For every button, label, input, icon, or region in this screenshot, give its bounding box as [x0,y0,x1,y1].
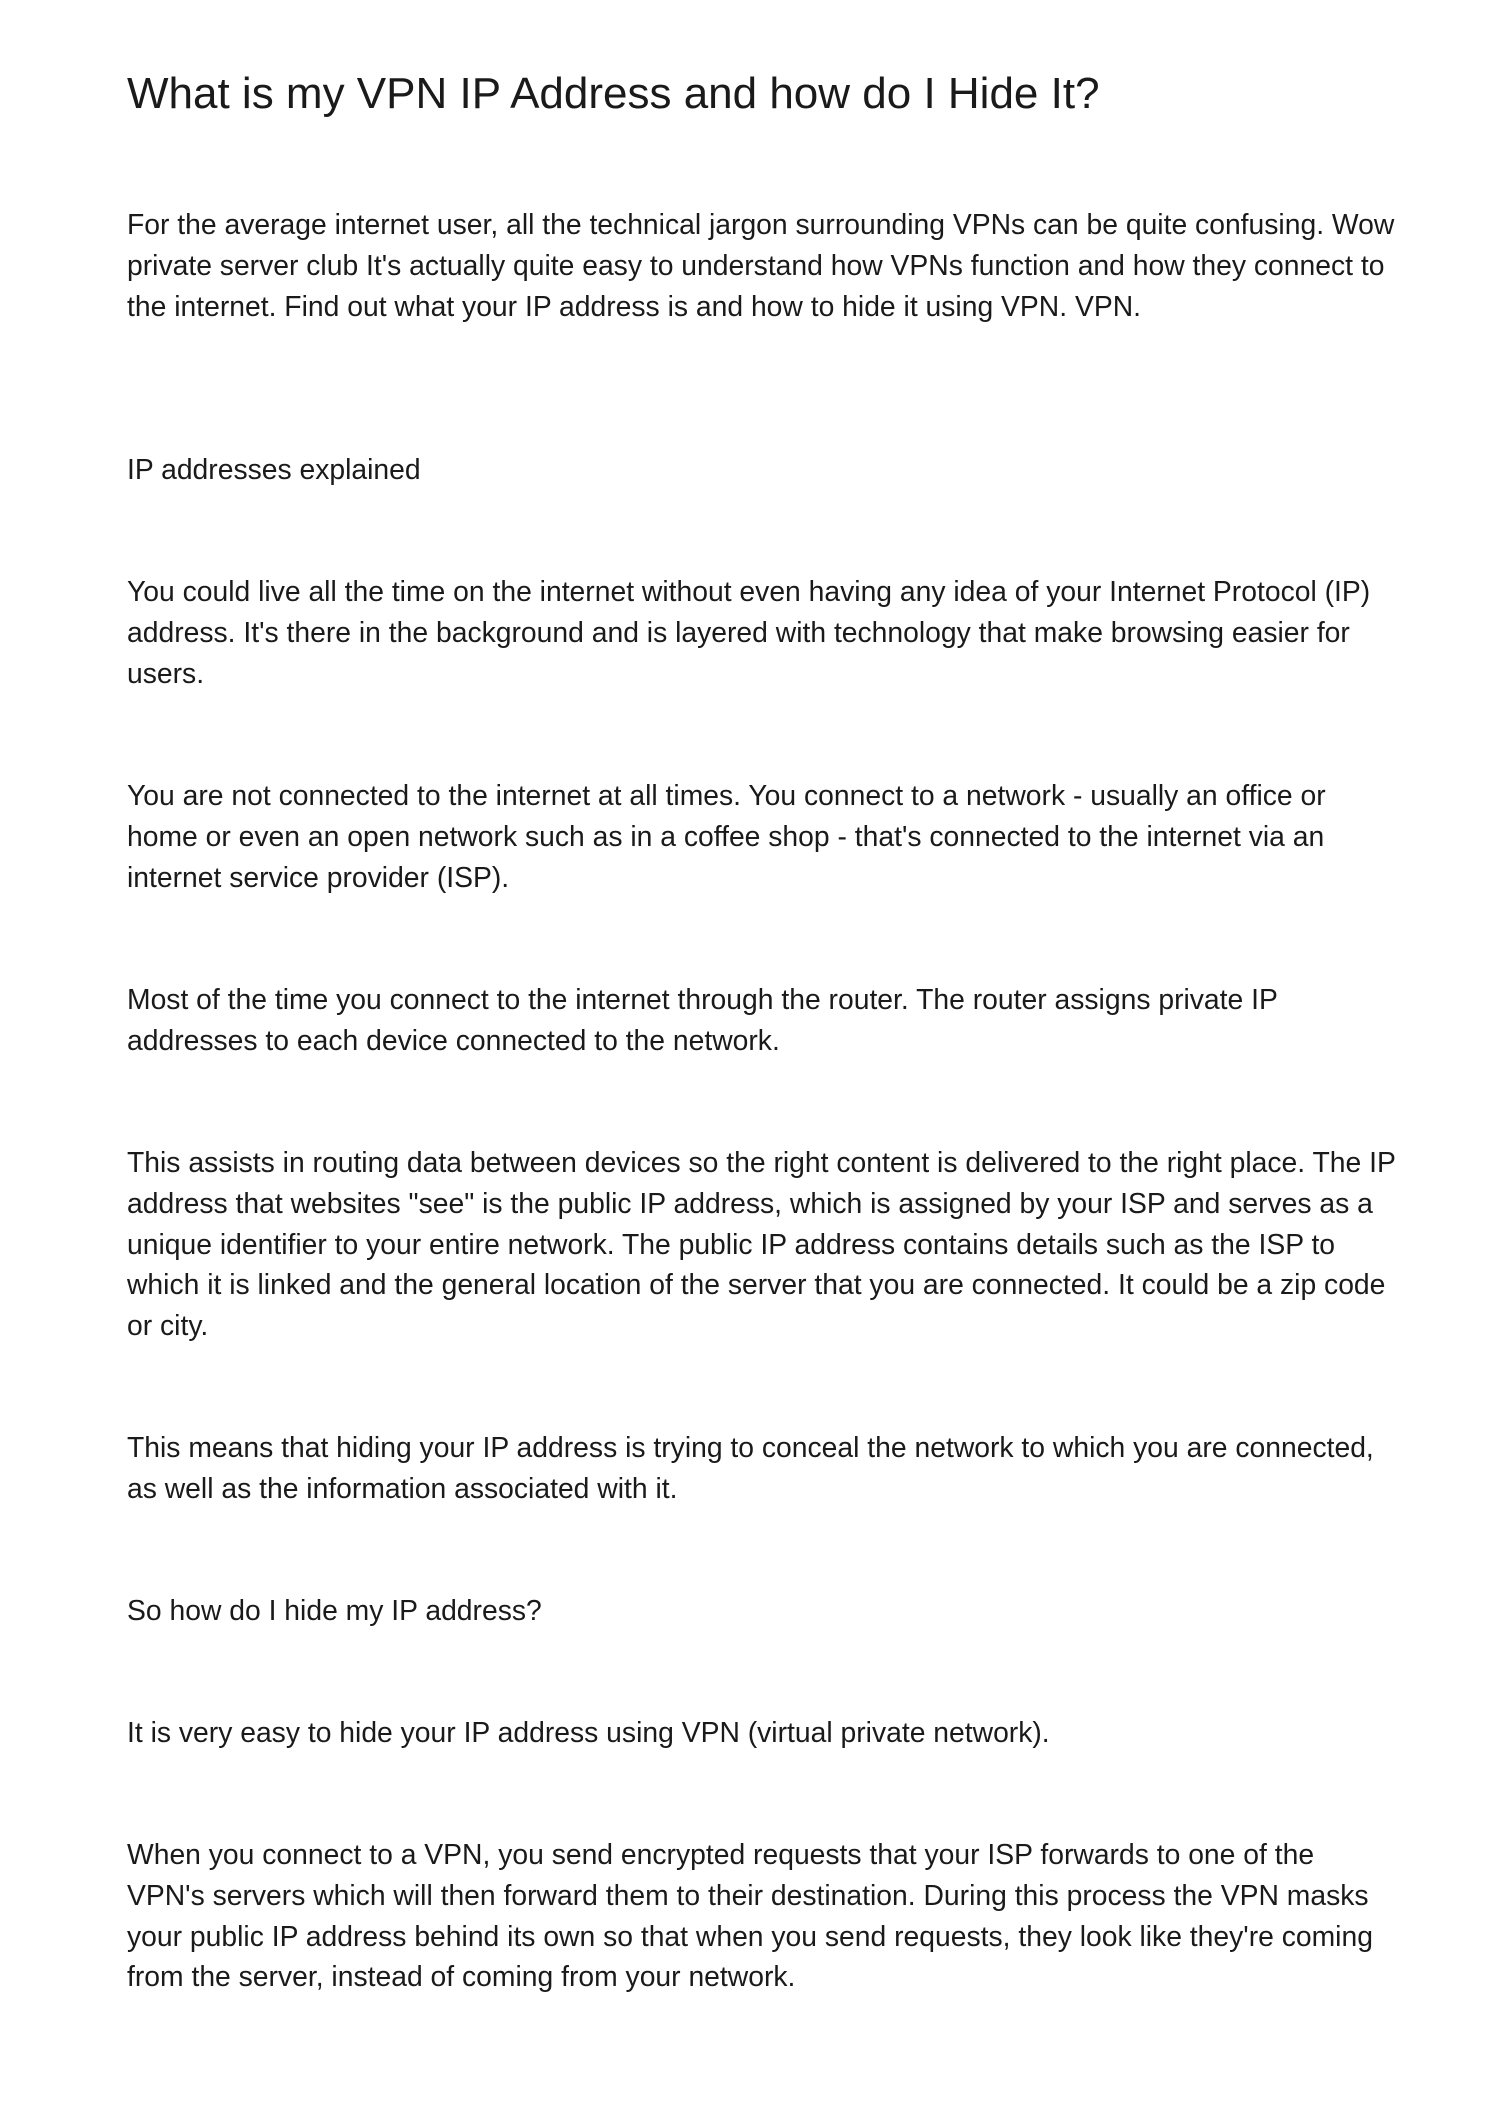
paragraph-public-ip: This assists in routing data between devices so the right content is delivered to the right place. The IP address that websites "see" is the public IP address, which is assigned by your ISP and serves as a unique identifier to your entire network. The public IP address contains details such as the ISP to which it is linked and the general location of the server that you are connected. It could be a zip code or city. [127,1146,1396,1342]
paragraph-ip-background: You could live all the time on the internet without even having any idea of your Internet Protocol (IP) address. It's there in the background and is layered with technology that make browsing easier for users. [127,575,1371,689]
section-heading-ip-addresses: IP addresses explained [127,453,421,485]
paragraph-vpn-easy: It is very easy to hide your IP address using VPN (virtual private network). [127,1716,1050,1748]
paragraph-hiding-meaning: This means that hiding your IP address is trying to conceal the network to which you are connected, as well as the information associated with it. [127,1431,1374,1504]
document-title: What is my VPN IP Address and how do I Hide It? [127,69,1100,118]
paragraph-intro: For the average internet user, all the technical jargon surrounding VPNs can be quite confusing. Wow private server club It's actually quite easy to understand how VPNs function and how they connect to the internet. Find out what your IP address is and how to hide it using VPN. VPN. [127,208,1395,322]
paragraph-vpn-process: When you connect to a VPN, you send encrypted requests that your ISP forwards to one of the VPN's servers which will then forward them to their destination. During this process the VPN masks your public IP address behind its own so that when you send requests, they look like they're coming from the server, instead of coming from your network. [127,1838,1373,1993]
section-heading-how-to-hide: So how do I hide my IP address? [127,1594,542,1626]
paragraph-network-connection: You are not connected to the internet at all times. You connect to a network - usually an office or home or even an open network such as in a coffee shop - that's connected to the internet via an internet service provider (ISP). [127,779,1326,893]
paragraph-router: Most of the time you connect to the internet through the router. The router assigns private IP addresses to each device connected to the network. [127,983,1278,1056]
